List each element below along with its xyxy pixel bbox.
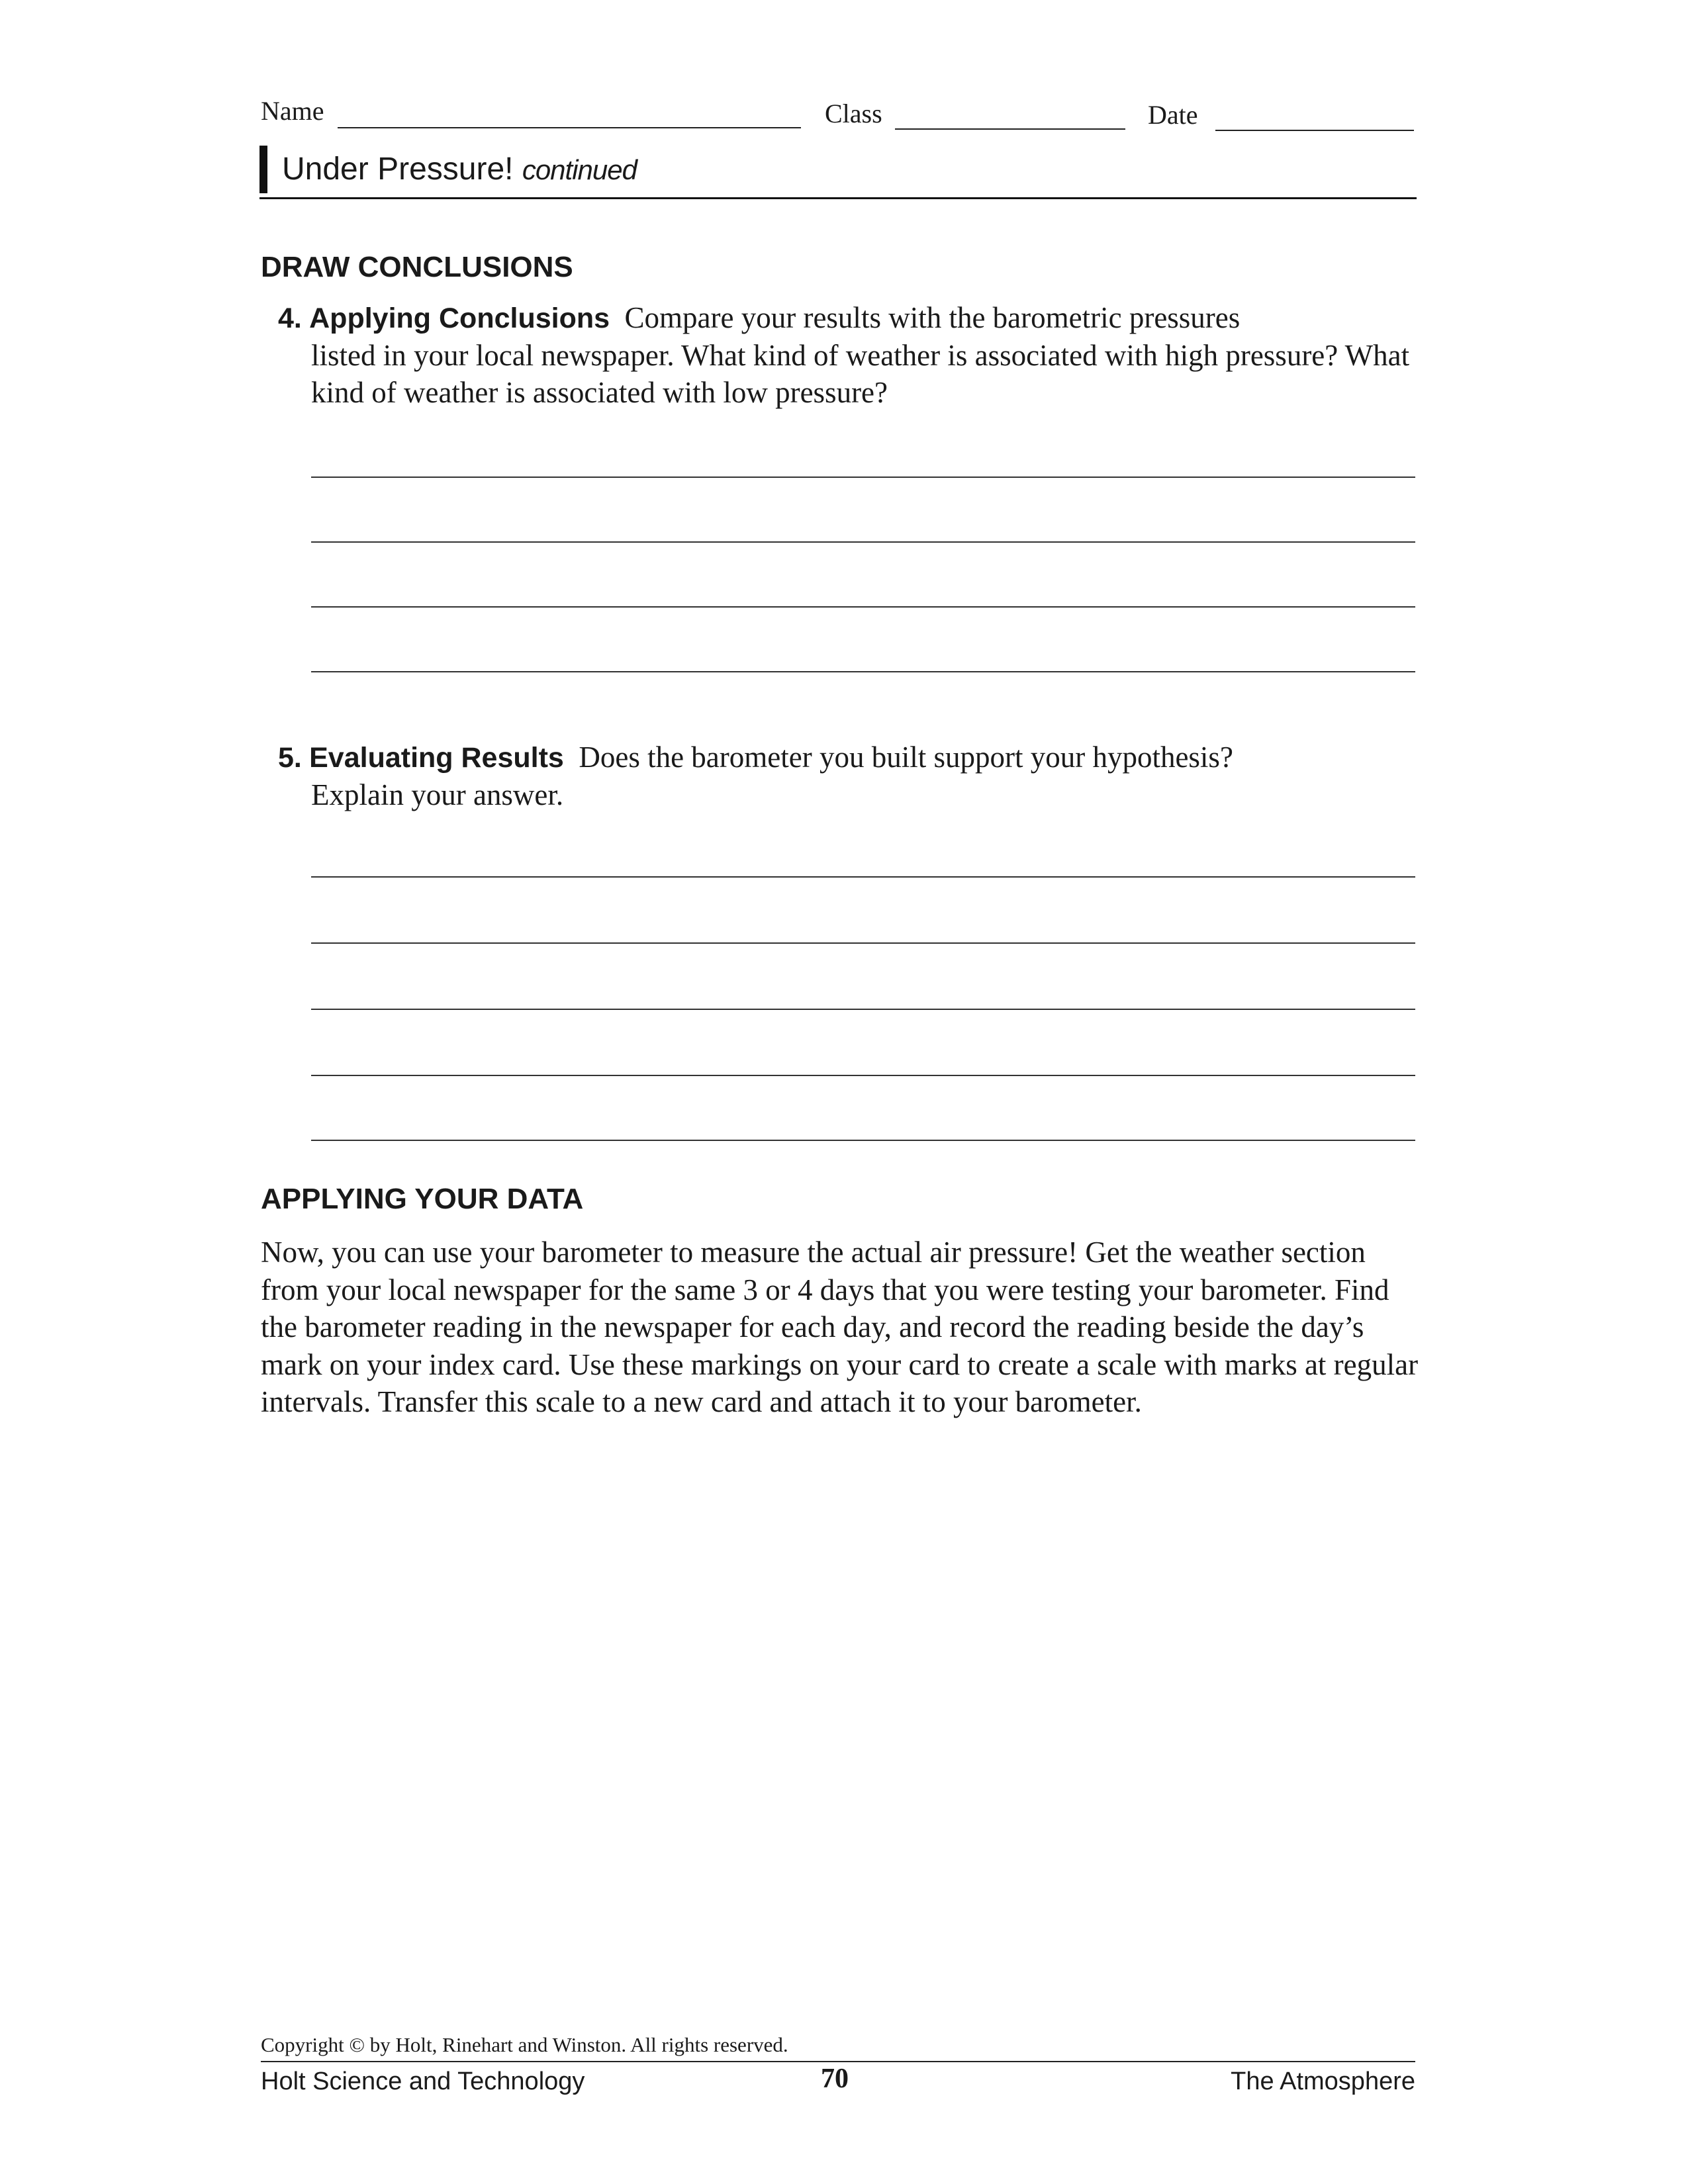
class-label: Class [825,99,882,128]
section-heading-applying-data: APPLYING YOUR DATA [261,1183,584,1215]
date-label: Date [1148,100,1198,130]
answer-line-q5-3[interactable] [311,1009,1415,1010]
question-title: Applying Conclusions [309,302,610,334]
answer-line-q4-1[interactable] [311,477,1415,478]
page-title [282,148,637,191]
answer-line-q5-5[interactable] [311,1140,1415,1141]
answer-line-q4-3[interactable] [311,606,1415,608]
name-field[interactable] [338,127,801,128]
question-text: Does the barometer you built support your hypothesis? [579,741,1233,774]
question-text-continued: listed in your local newspaper. What kind of weather is associated with high pressure? What kind of weather is associated with low pressure? [311,339,1410,409]
question-number: 4. [278,302,302,334]
banner-continued: continued [522,154,637,185]
question-5 [278,739,1423,813]
answer-line-q4-2[interactable] [311,541,1415,543]
copyright-notice: Copyright © by Holt, Rinehart and Winston. All rights reserved. [261,2033,788,2056]
answer-line-q5-4[interactable] [311,1075,1415,1076]
date-field[interactable] [1215,130,1414,131]
banner-title-text: Under Pressure! [282,152,514,187]
answer-line-q4-4[interactable] [311,671,1415,672]
answer-line-q5-1[interactable] [311,876,1415,878]
page-number: 70 [821,2064,849,2094]
footer-book-title: Holt Science and Technology [261,2068,585,2095]
question-title: Evaluating Results [309,742,564,774]
section-heading-draw-conclusions: DRAW CONCLUSIONS [261,251,573,283]
name-label: Name [261,96,324,126]
question-text-continued: Explain your answer. [311,778,564,811]
answer-line-q5-2[interactable] [311,942,1415,944]
footer-chapter-title: The Atmosphere [1231,2068,1415,2095]
class-field[interactable] [895,128,1125,130]
banner-bar [259,146,267,193]
applying-data-paragraph: Now, you can use your barometer to measure the actual air pressure! Get the weather section from your local newspaper for the same 3 or 4 days that you were testing your barometer. Find the barometer reading in the newspaper for each day, and record the reading beside the day’s mark on your index card. Use these markings on your card to create a scale with marks at regular intervals. Transfer this scale to a new card and attach it to your barometer. [261,1236,1419,1418]
question-4 [278,299,1423,411]
banner-rule [259,197,1417,199]
question-number: 5. [278,742,302,774]
question-text: Compare your results with the barometric pressures [624,301,1241,334]
